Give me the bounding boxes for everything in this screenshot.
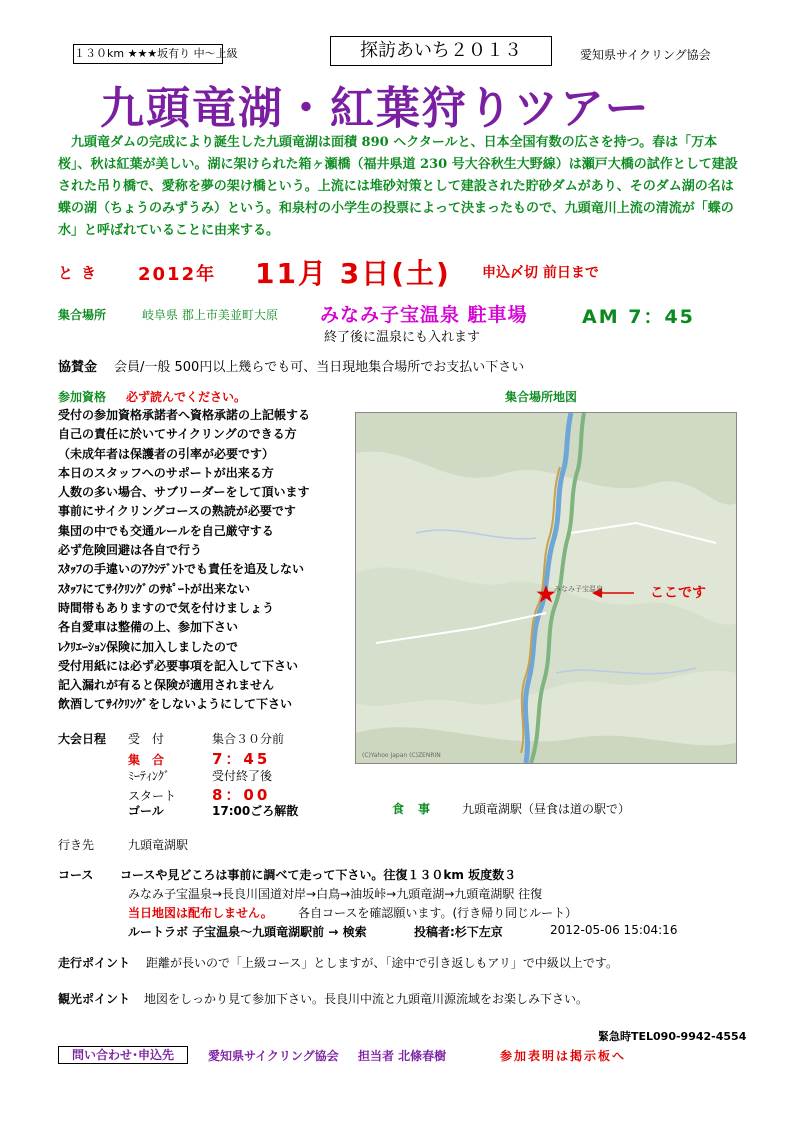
list-item: 時間帯もありますので気を付けましょう bbox=[58, 600, 275, 615]
run-point-text: 距離が長いので「上級コース」としますが、「途中で引き返しもアリ」で中級以上です。 bbox=[146, 956, 618, 970]
list-item: 記入漏れが有ると保険が適用されません bbox=[58, 678, 275, 693]
schedule-row bbox=[128, 802, 298, 819]
schedule-value: 7：45 bbox=[212, 750, 271, 768]
intro-paragraph: 九頭竜ダムの完成により誕生した九頭竜湖は面積 890 ヘクタールと、日本全国有数の広さを持つ。春は「万本桜」、秋は紅葉が美しい。湖に架けられた箱ヶ瀬橋（福井県道 230 号大谷秋生大野線）は瀬戸大橋の試作として建設された吊り橋で、愛称を夢の架け橋という。上流には堆砂対策として建設された貯砂ダムがあり、そのダム湖の名は蝶の湖（ちょうのみずうみ）という。和泉村の小学生の投票によって決まったもので、九頭竜川上流の清流が「蝶の水」と呼ばれていることに由来する。 bbox=[58, 135, 738, 238]
meeting-place: みなみ子宝温泉 駐車場 bbox=[320, 304, 528, 326]
map-place-label: みなみ子宝温泉 bbox=[554, 585, 603, 593]
association-name: 愛知県サイクリング協会 bbox=[580, 48, 711, 62]
schedule-row bbox=[128, 767, 272, 784]
list-item: 各自愛車は整備の上、参加下さい bbox=[58, 620, 239, 635]
contact-person: 担当者 北條春樹 bbox=[358, 1049, 447, 1063]
schedule-value: 8：00 bbox=[212, 786, 271, 804]
course-map-notice: 当日地図は配布しません。 bbox=[128, 906, 273, 920]
list-item: ｽﾀｯﾌにてｻｲｸﾘﾝｸﾞのｻﾎﾟｰﾄが出来ない bbox=[58, 581, 251, 596]
list-item: 受付用紙には必ず必要事項を記入して下さい bbox=[58, 658, 299, 673]
sight-point-text: 地図をしっかり見て参加下さい。長良川中流と九頭竜川源流域をお楽しみ下さい。 bbox=[144, 992, 589, 1006]
schedule-row bbox=[128, 748, 270, 769]
route-poster: 投稿者:杉下左京 bbox=[414, 925, 503, 939]
schedule-key: ゴール bbox=[128, 804, 164, 818]
schedule-value: 受付終了後 bbox=[212, 769, 273, 783]
date-day: 11月 3日(土) bbox=[255, 257, 451, 290]
difficulty-badge: １３０km ★★★坂有り 中～上級 bbox=[73, 44, 223, 64]
course-map-notice-rest: 各自コースを確認願います。(行き帰り同じルート） bbox=[298, 906, 578, 920]
qualification-label: 参加資格 bbox=[58, 390, 107, 404]
emergency-phone: 緊急時TEL090-9942-4554 bbox=[598, 1030, 747, 1043]
date-label: とき bbox=[58, 264, 105, 282]
schedule-value: 17:00ごろ解散 bbox=[212, 804, 299, 818]
meal-label: 食事 bbox=[392, 802, 445, 816]
qualification-list bbox=[58, 406, 310, 715]
sight-point-label: 観光ポイント bbox=[58, 992, 131, 1006]
list-item: ｽﾀｯﾌの手違いのｱｸｼﾃﾞﾝﾄでも責任を追及しない bbox=[58, 562, 305, 577]
schedule-key: 集 合 bbox=[128, 753, 165, 767]
run-point-label: 走行ポイント bbox=[58, 956, 131, 970]
list-item: 事前にサイクリングコースの熟読が必要です bbox=[58, 504, 296, 519]
contact-label: 問い合わせ･申込先 bbox=[58, 1046, 188, 1064]
destination-text: 九頭竜湖駅 bbox=[128, 838, 189, 852]
schedule-key: ﾐｰﾃｨﾝｸﾞ bbox=[128, 769, 171, 783]
route-lab-search: ルートラボ 子宝温泉～九頭竜湖駅前 → 検索 bbox=[128, 925, 367, 939]
list-item: 受付の参加資格承諾者へ資格承諾の上記帳する bbox=[58, 408, 311, 422]
list-item: 人数の多い場合、サブリーダーをして頂います bbox=[58, 485, 310, 500]
page-title: 九頭竜湖・紅葉狩りツアー bbox=[100, 83, 651, 134]
map-copyright: (C)Yahoo Japan (C)ZENRIN bbox=[362, 752, 441, 759]
course-text: コースや見どころは事前に調べて走って下さい。往復１３０km 坂度数３ bbox=[120, 868, 517, 882]
schedule-row bbox=[128, 730, 284, 747]
contact-association: 愛知県サイクリング協会 bbox=[208, 1049, 339, 1063]
schedule-key: 受 付 bbox=[128, 732, 165, 746]
meeting-map bbox=[355, 412, 737, 764]
list-item: 集団の中でも交通ルールを自己厳守する bbox=[58, 523, 274, 538]
application-deadline: 申込〆切 前日まで bbox=[482, 265, 599, 281]
list-item: 飲酒してｻｲｸﾘﾝｸﾞをしないようにして下さい bbox=[58, 697, 293, 712]
date-year: 2012年 bbox=[138, 264, 217, 285]
list-item: 本日のスタッフへのサポートが出来る方 bbox=[58, 465, 274, 480]
destination-label: 行き先 bbox=[58, 838, 95, 852]
event-badge: 探訪あいち２０１３ bbox=[330, 36, 552, 66]
schedule-key: スタート bbox=[128, 789, 177, 803]
contact-note: 参加表明は掲示板へ bbox=[500, 1049, 627, 1063]
list-item: 必ず危険回避は各自で行う bbox=[58, 543, 203, 558]
list-item: ﾚｸﾘｴｰｼｮﾝ保険に加入しましたので bbox=[58, 639, 239, 654]
schedule-label: 大会日程 bbox=[58, 732, 107, 746]
fee-label: 協賛金 bbox=[58, 360, 98, 375]
meeting-note: 終了後に温泉にも入れます bbox=[324, 330, 481, 345]
list-item: （未成年者は保護者の引率が必要です） bbox=[58, 446, 275, 461]
meeting-time: AM 7：45 bbox=[582, 306, 695, 328]
meal-text: 九頭竜湖駅（昼食は道の駅で） bbox=[462, 802, 631, 816]
qualification-warning: 必ず読んでください。 bbox=[126, 390, 247, 404]
map-caption: 集合場所地図 bbox=[505, 390, 578, 404]
course-label: コース bbox=[58, 868, 94, 882]
map-marker-label: ここです bbox=[650, 585, 706, 601]
meeting-address: 岐阜県 郡上市美並町大原 bbox=[142, 308, 278, 322]
fee-text: 会員/一般 500円以上幾らでも可、当日現地集合場所でお支払い下さい bbox=[114, 360, 525, 375]
schedule-value: 集合３０分前 bbox=[212, 732, 285, 746]
course-route: みなみ子宝温泉→長良川国道対岸→白鳥→油坂峠→九頭竜湖→九頭竜湖駅 往復 bbox=[128, 887, 543, 901]
meeting-label: 集合場所 bbox=[58, 308, 107, 322]
list-item: 自己の責任に於いてサイクリングのできる方 bbox=[58, 427, 297, 442]
route-posted-date: 2012-05-06 15:04:16 bbox=[550, 923, 678, 937]
map-graphic bbox=[356, 413, 736, 763]
